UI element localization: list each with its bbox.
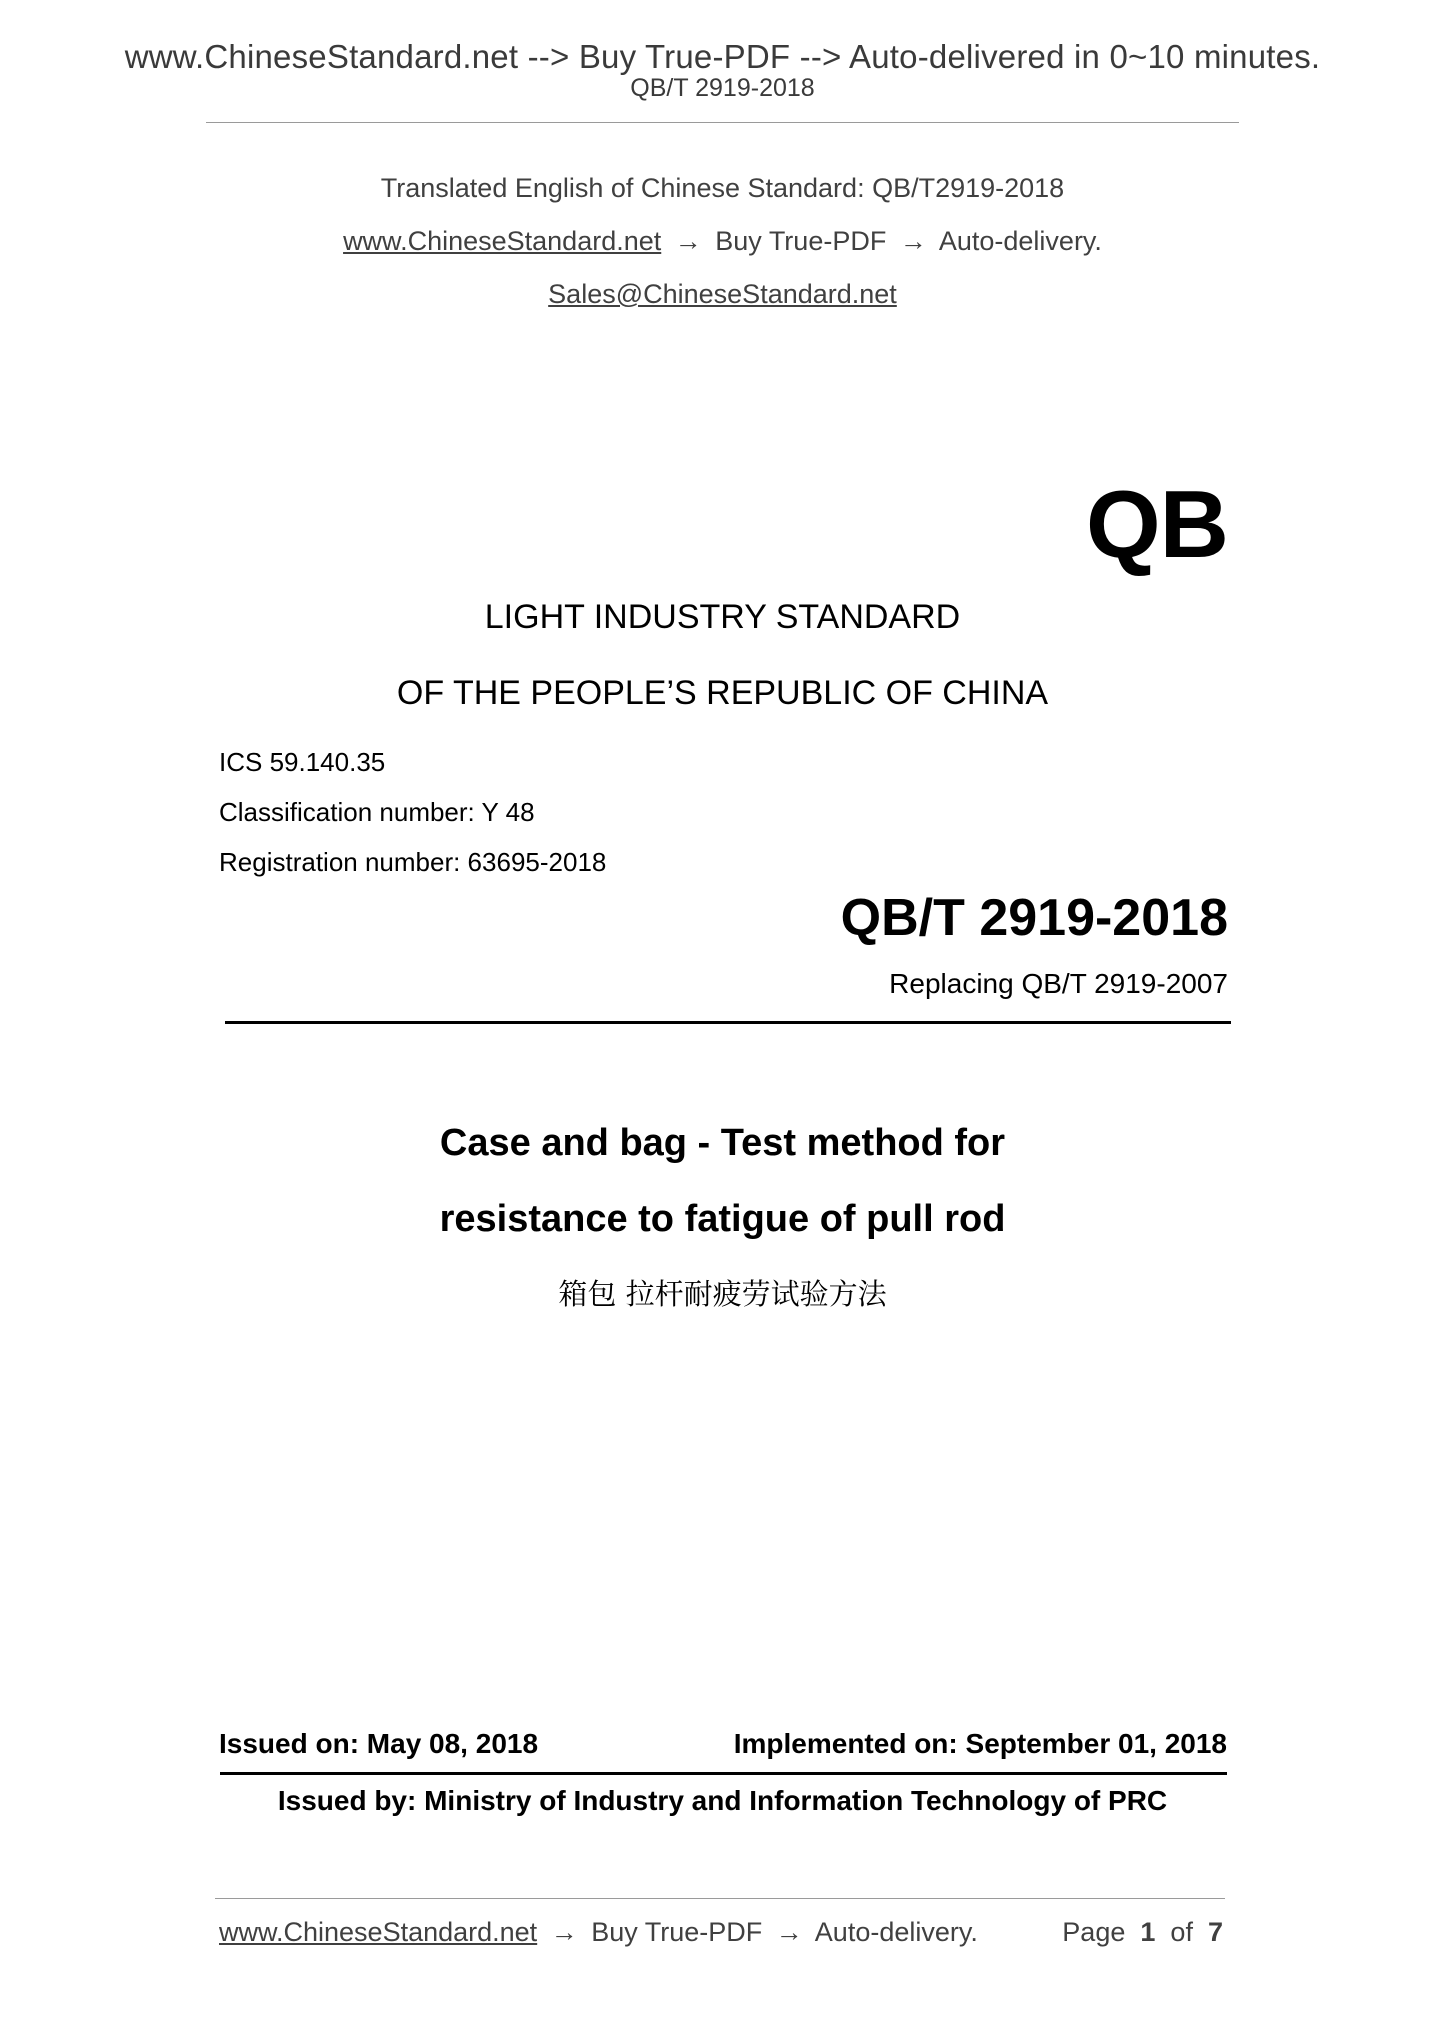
page-label: Page <box>1062 1917 1126 1947</box>
document-title-chinese: 箱包 拉杆耐疲劳试验方法 <box>558 1277 887 1311</box>
replacing-standard: Replacing QB/T 2919-2007 <box>889 968 1228 999</box>
ics-code: ICS 59.140.35 <box>219 747 386 777</box>
document-title-line1: Case and bag - Test method for <box>439 1122 1006 1164</box>
auto-delivery-text: Auto-delivery. <box>938 226 1102 256</box>
intro-link-line <box>0 226 1445 257</box>
dates-divider <box>220 1772 1227 1775</box>
title-divider <box>225 1021 1231 1024</box>
page-total: 7 <box>1207 1917 1223 1947</box>
implemented-on-date: Implemented on: September 01, 2018 <box>733 1728 1227 1759</box>
standard-number: QB/T 2919-2018 <box>840 889 1228 947</box>
page-of: of <box>1170 1917 1193 1947</box>
footer-divider <box>215 1898 1225 1899</box>
arrow-right-icon: → <box>674 226 702 256</box>
standard-name-line1: LIGHT INDUSTRY STANDARD <box>484 598 961 636</box>
site-link[interactable]: www.ChineseStandard.net <box>343 226 662 256</box>
arrow-right-icon: → <box>899 226 927 256</box>
page-indicator <box>1062 1917 1223 1948</box>
registration-number: Registration number: 63695-2018 <box>219 847 607 877</box>
standard-name-line2: OF THE PEOPLE’S REPUBLIC OF CHINA <box>396 674 1049 712</box>
footer-site-link[interactable]: www.ChineseStandard.net <box>219 1917 538 1947</box>
document-title-line2: resistance to fatigue of pull rod <box>439 1198 1006 1240</box>
footer-auto-delivery-text: Auto-delivery. <box>814 1917 978 1947</box>
header-doc-code: QB/T 2919-2018 <box>630 74 815 102</box>
page-current: 1 <box>1140 1917 1156 1947</box>
standard-abbr: QB <box>1086 471 1228 578</box>
sales-email-line <box>0 279 1445 310</box>
issued-on-date: Issued on: May 08, 2018 <box>219 1728 539 1759</box>
top-banner: www.ChineseStandard.net --> Buy True-PDF --> Auto-delivered in 0~10 minutes. <box>124 38 1321 75</box>
arrow-right-icon: → <box>550 1917 578 1947</box>
header-divider <box>206 122 1239 123</box>
sales-email-link[interactable]: Sales@ChineseStandard.net <box>548 279 897 309</box>
arrow-right-icon: → <box>775 1917 803 1947</box>
buy-text: Buy True-PDF <box>715 226 887 256</box>
classification-number: Classification number: Y 48 <box>219 797 535 827</box>
issued-by: Issued by: Ministry of Industry and Information Technology of PRC <box>277 1785 1168 1816</box>
footer-link-line <box>219 1917 978 1948</box>
footer-buy-text: Buy True-PDF <box>591 1917 763 1947</box>
translated-note: Translated English of Chinese Standard: QB/T2919-2018 <box>380 173 1065 203</box>
